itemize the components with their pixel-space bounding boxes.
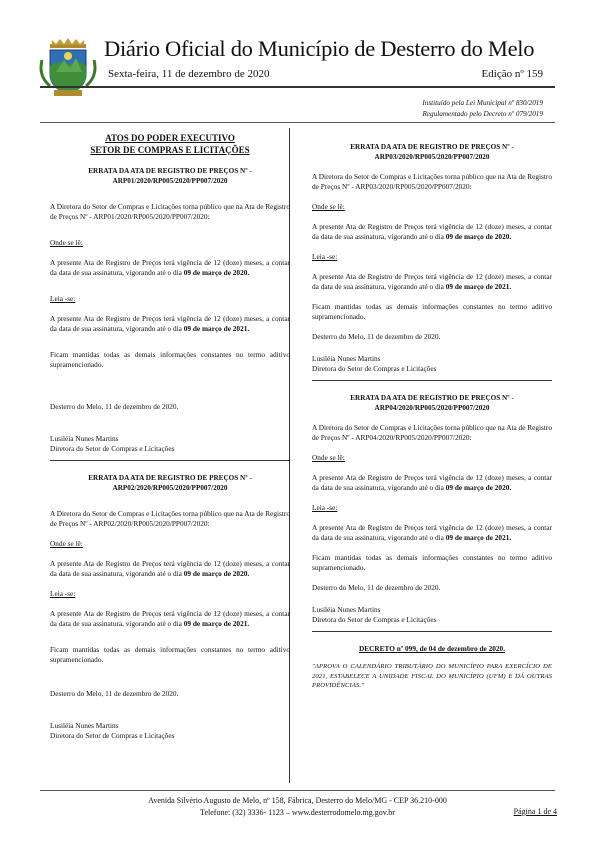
signer-role: Diretora do Setor de Compras e Licitações [50,444,175,453]
errata-title: ERRATA DA ATA DE REGISTRO DE PREÇOS Nº - ARP04/2020/RP005/2020/PP007/2020 [350,394,514,412]
errata-intro: A Diretora do Setor de Compras e Licitações torna público que na Ata de Registro de Preços Nº - ARP03/2020/RP005/2020/PP007/2020: [312,172,552,191]
onde-text: A presente Ata de Registro de Preços terá vigência de 12 (doze) meses, a contar da data de sua assinatura, vigorando até o dia 09 de março de 2020. [50,258,290,277]
onde-label: Onde se lê: [50,539,83,548]
leia-text: A presente Ata de Registro de Preços terá vigência de 12 (doze) meses, a contar da data de sua assinatura, vigorando até o dia 09 de março de 2021. [312,272,552,291]
decree-block [312,644,552,691]
errata-block [50,473,290,741]
issue-date: Sexta-feira, 11 de dezembro de 2020 [108,68,270,80]
leia-text: A presente Ata de Registro de Preços terá vigência de 12 (doze) meses, a contar da data de sua assinatura, vigorando até o dia 09 de março de 2021. [312,523,552,542]
page-number: Página 1 de 4 [513,807,557,816]
block-separator [312,380,552,381]
leia-text: A presente Ata de Registro de Preços terá vigência de 12 (doze) meses, a contar da data de sua assinatura, vigorando até o dia 09 de março de 2021. [50,609,290,628]
right-column [312,128,552,697]
municipal-coat-of-arms-icon [38,36,98,98]
institution-law-line: Instituído pela Lei Municipal nº 830/2019 [422,99,543,107]
onde-label: Onde se lê: [312,202,345,211]
signer-name: Lusiléia Nunes Martins [312,605,381,614]
errata-block [50,166,290,454]
footer-divider [40,790,555,791]
ficam-text: Ficam mantidas todas as demais informações constantes no termo aditivo supramencionado. [312,302,552,321]
errata-intro: A Diretora do Setor de Compras e Licitações torna público que na Ata de Registro de Preços Nº - ARP01/2020/RP005/2020/PP007/2020: [50,202,290,221]
place-date: Desterro do Melo, 11 de dezembro de 2020. [312,583,441,592]
header-divider [40,86,555,88]
signer-role: Diretora do Setor de Compras e Licitações [312,364,437,373]
ficam-text: Ficam mantidas todas as demais informações constantes no termo aditivo supramencionado. [50,645,290,664]
onde-label: Onde se lê: [312,453,345,462]
block-separator [312,631,552,632]
leia-label: Leia -se: [312,252,338,261]
regulation-decree-line: Regulamentado pelo Decreto nº 079/2019 [422,110,543,118]
leia-label: Leia -se: [312,503,338,512]
signer-role: Diretora do Setor de Compras e Licitações [312,615,437,624]
errata-title: ERRATA DA ATA DE REGISTRO DE PREÇOS Nº - ARP03/2020/RP005/2020/PP007/2020 [350,143,514,161]
onde-text: A presente Ata de Registro de Preços terá vigência de 12 (doze) meses, a contar da data de sua assinatura, vigorando até o dia 09 de março de 2020. [312,222,552,241]
ficam-text: Ficam mantidas todas as demais informações constantes no termo aditivo supramencionado. [312,553,552,572]
place-date: Desterro do Melo, 11 de dezembro de 2020. [50,689,179,698]
errata-intro: A Diretora do Setor de Compras e Licitações torna público que na Ata de Registro de Preços Nº - ARP04/2020/RP005/2020/PP007/2020: [312,423,552,442]
left-column [50,128,290,741]
errata-intro: A Diretora do Setor de Compras e Licitações torna público que na Ata de Registro de Preços Nº - ARP02/2020/RP005/2020/PP007/2020: [50,509,290,528]
errata-title: ERRATA DA ATA DE REGISTRO DE PREÇOS Nº - ARP01/2020/RP005/2020/PP007/2020 [88,167,252,185]
footer-contact: Telefone: (32) 3336- 1123 – www.desterrodomelo.mg.gov.br [200,808,395,817]
ficam-text: Ficam mantidas todas as demais informações constantes no termo aditivo supramencionado. [50,350,290,369]
place-date: Desterro do Melo, 11 de dezembro de 2020. [312,332,441,341]
section-title: ATOS DO PODER EXECUTIVO [105,133,235,143]
block-separator [50,460,290,461]
signer-role: Diretora do Setor de Compras e Licitações [50,731,175,740]
errata-title: ERRATA DA ATA DE REGISTRO DE PREÇOS Nº - ARP02/2020/RP005/2020/PP007/2020 [88,474,252,492]
onde-label: Onde se lê: [50,238,83,247]
leia-label: Leia -se: [50,589,76,598]
edition-number: Edição nº 159 [481,68,543,80]
signer-name: Lusiléia Nunes Martins [50,721,119,730]
newspaper-title: Diário Oficial do Município de Desterro do Melo [104,36,535,61]
onde-text: A presente Ata de Registro de Preços terá vigência de 12 (doze) meses, a contar da data de sua assinatura, vigorando até o dia 09 de março de 2020. [312,473,552,492]
decree-summary: "APROVA O CALENDÁRIO TRIBUTÁRIO DO MUNICÍPIO PARA EXERCÍCIO DE 2021, ESTABELECE A UNIDADE FISCAL DO MUNICÍPIO (UFM) E DÁ OUTRAS PROVIDÊNCIAS." [312,663,552,689]
leia-text: A presente Ata de Registro de Preços terá vigência de 12 (doze) meses, a contar da data de sua assinatura, vigorando até o dia 09 de março de 2021. [50,314,290,333]
leia-label: Leia -se: [50,294,76,303]
decree-title: DECRETO nº 099, de 04 de dezembro de 2020. [358,644,506,653]
errata-block [312,142,552,374]
errata-block [312,393,552,625]
signer-name: Lusiléia Nunes Martins [50,434,119,443]
subheader-divider [40,122,555,123]
onde-text: A presente Ata de Registro de Preços terá vigência de 12 (doze) meses, a contar da data de sua assinatura, vigorando até o dia 09 de março de 2020. [50,559,290,578]
signer-name: Lusiléia Nunes Martins [312,354,381,363]
place-date: Desterro do Melo, 11 de dezembro de 2020. [50,402,179,411]
section-subtitle: SETOR DE COMPRAS E LICITAÇÕES [90,145,250,155]
footer-address: Avenida Silvério Augusto de Melo, nº 158, Fábrica, Desterro do Melo/MG - CEP 36.210-000 [148,796,447,805]
